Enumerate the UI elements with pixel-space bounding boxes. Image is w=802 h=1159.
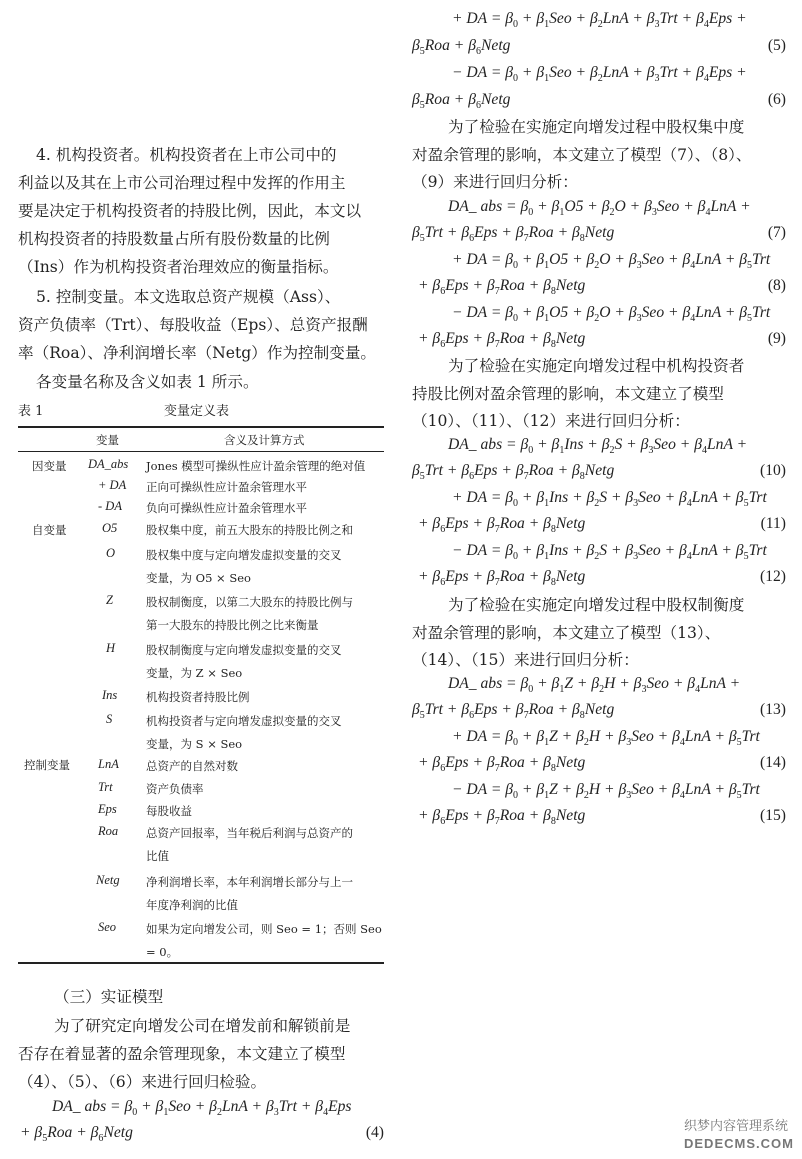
equation-13-line1: DA_ abs = $\beta_0 + \beta_1Z + \beta_2H + \beta_3Seo + \beta_4LnA$ + [448,675,741,696]
table-row-desc: 变量，为 Z × Seo [146,666,243,680]
table-row-var: Netg [96,873,120,887]
table-header-desc: 含义及计算方式 [224,433,305,447]
para-4-line: 利益以及其在上市公司治理过程中发挥的作用主 [18,174,346,192]
equation-15-number: (15) [760,807,786,824]
table-row-desc: 负向可操纵性应计盈余管理水平 [146,501,307,515]
table-row-var: + DA [98,478,127,492]
table-row-desc: 股权制衡度，以第二大股东的持股比例与 [146,595,353,609]
equation-4-line2: + $\beta_5Roa$ + $\beta_6Netg$ [20,1124,133,1145]
table-label: 表 1 [18,404,44,419]
table-row-var: Ins [102,688,118,702]
table-header-rule [18,451,384,452]
table-row-desc: Jones 模型可操纵性应计盈余管理的绝对值 [146,459,366,473]
equation-13-line2: $\beta_5Trt + \beta_6Eps + \beta_7Roa$ + $\beta_8Netg$ [412,701,615,722]
equation-6-line2: $\beta_5Roa$ + $\beta_6Netg$ [412,91,511,112]
equation-11-line1: + DA = $\beta_0 + \beta_1Ins + \beta_2S + \beta_3Seo + \beta_4LnA + \beta_5Trt$ [452,489,767,510]
table-header-var: 变量 [96,433,119,447]
para-c-line: 对盈余管理的影响，本文建立了模型（13）、 [412,624,721,642]
table-row-desc: = 0。 [146,945,179,959]
table-row-desc: 变量，为 O5 × Seo [146,571,251,585]
equation-7-line1: DA_ abs = $\beta_0 + \beta_1O5 + \beta_2O + \beta_3Seo + \beta_4LnA$ + [448,198,751,219]
para-a-line: （9）来进行回归分析： [412,173,578,191]
para-4-line: （Ins）作为机构投资者治理效应的衡量指标。 [18,258,339,276]
para-6: 各变量名称及含义如表 1 所示。 [36,373,259,391]
table-top-rule [18,426,384,428]
table-row-var: O5 [102,521,118,535]
table-row-var: S [106,712,113,726]
equation-7-number: (7) [767,224,786,241]
table-row-var: Eps [98,802,117,816]
equation-15-line2: + $\beta_6Eps + \beta_7Roa$ + $\beta_8Netg$ [418,807,586,828]
table-row-desc: 变量，为 S × Seo [146,737,243,751]
table-row-desc: 机构投资者与定向增发虚拟变量的交叉 [146,714,342,728]
equation-11-number: (11) [760,515,786,532]
table-bottom-rule [18,962,384,964]
watermark-line: DEDECMS.COM [684,1136,794,1151]
para-b-line: 为了检验在实施定向增发过程中机构投资者 [448,357,745,375]
para-4-line: 4. 机构投资者。机构投资者在上市公司中的 [36,146,337,164]
para-4-line: 要是决定于机构投资者的持股比例，因此，本文以 [18,202,362,220]
equation-5-number: (5) [767,37,786,54]
table-row-desc: 净利润增长率，本年利润增长部分与上一 [146,875,353,889]
para-c-line: （14）、（15）来进行回归分析： [412,651,639,669]
table-row-desc: 总资产回报率，当年税后利润与总资产的 [146,826,353,840]
section-3-line: 否存在着显著的盈余管理现象，本文建立了模型 [18,1045,346,1063]
table-row-var: Seo [98,920,117,934]
table-row-desc: 第一大股东的持股比例之比来衡量 [146,618,319,632]
equation-8-line2: + $\beta_6Eps + \beta_7Roa$ + $\beta_8Netg$ [418,277,586,298]
equation-10-number: (10) [760,462,786,479]
table-row-desc: 如果为定向增发公司，则 Seo = 1；否则 Seo [146,922,382,936]
equation-15-line1: − DA = $\beta_0 + \beta_1Z + \beta_2H + \beta_3Seo + \beta_4LnA + \beta_5Trt$ [452,781,760,802]
table-row-desc: 总资产的自然对数 [146,759,238,773]
table-row-var: - DA [98,499,122,513]
table-row-desc: 每股收益 [146,804,192,818]
table-row-desc: 年度净利润的比值 [146,898,238,912]
para-c-line: 为了检验在实施定向增发过程中股权制衡度 [448,596,745,614]
section-3-title: （三）实证模型 [54,988,164,1006]
para-5-line: 5. 控制变量。本文选取总资产规模（Ass）、 [36,288,341,306]
equation-8-line1: + DA = $\beta_0 + \beta_1O5 + \beta_2O + \beta_3Seo + \beta_4LnA + \beta_5Trt$ [452,251,771,272]
table-row-desc: 资产负债率 [146,782,204,796]
table-row-var: LnA [98,757,119,771]
table-row-var: O [106,546,116,560]
para-a-line: 对盈余管理的影响，本文建立了模型（7）、（8）、 [412,146,752,164]
equation-9-line2: + $\beta_6Eps + \beta_7Roa$ + $\beta_8Netg$ [418,330,586,351]
para-4-line: 机构投资者的持股数量占所有股份数量的比例 [18,230,330,248]
table-row-var: H [106,641,116,655]
equation-12-number: (12) [760,568,786,585]
equation-11-line2: + $\beta_6Eps + \beta_7Roa$ + $\beta_8Netg$ [418,515,586,536]
para-b-line: 持股比例对盈余管理的影响，本文建立了模型 [412,385,724,403]
table-row-desc: 正向可操纵性应计盈余管理水平 [146,480,307,494]
equation-10-line2: $\beta_5Trt + \beta_6Eps + \beta_7Roa$ + $\beta_8Netg$ [412,462,615,483]
equation-13-number: (13) [760,701,786,718]
para-a-line: 为了检验在实施定向增发过程中股权集中度 [448,118,745,136]
equation-14-line1: + DA = $\beta_0 + \beta_1Z + \beta_2H + \beta_3Seo + \beta_4LnA + \beta_5Trt$ [452,728,760,749]
table-row-desc: 股权制衡度与定向增发虚拟变量的交叉 [146,643,342,657]
watermark-line: 织梦内容管理系统 [684,1118,789,1133]
para-5-line: 率（Roa）、净利润增长率（Netg）作为控制变量。 [18,344,377,362]
para-b-line: （10）、（11）、（12）来进行回归分析： [412,412,690,430]
equation-12-line2: + $\beta_6Eps + \beta_7Roa$ + $\beta_8Netg$ [418,568,586,589]
equation-6-line1: − DA = $\beta_0 + \beta_1Seo + \beta_2LnA + \beta_3Trt + \beta_4Eps$ + [452,64,747,85]
table-row-var: Z [106,593,113,607]
table-row-desc: 机构投资者持股比例 [146,690,250,704]
watermark [684,1117,794,1153]
group-label: 自变量 [32,523,67,537]
equation-5-line1: + DA = $\beta_0 + \beta_1Seo + \beta_2LnA + \beta_3Trt + \beta_4Eps$ + [452,10,747,31]
table-row-desc: 股权集中度，前五大股东的持股比例之和 [146,523,353,537]
group-label: 控制变量 [24,758,70,772]
equation-12-line1: − DA = $\beta_0 + \beta_1Ins + \beta_2S + \beta_3Seo + \beta_4LnA + \beta_5Trt$ [452,542,767,563]
section-3-line: （4）、（5）、（6）来进行回归检验。 [18,1073,267,1091]
equation-5-line2: $\beta_5Roa$ + $\beta_6Netg$ [412,37,511,58]
equation-10-line1: DA_ abs = $\beta_0 + \beta_1Ins + \beta_2S + \beta_3Seo + \beta_4LnA$ + [448,436,748,457]
equation-9-number: (9) [767,330,786,347]
equation-14-line2: + $\beta_6Eps + \beta_7Roa$ + $\beta_8Netg$ [418,754,586,775]
table-row-var: DA_abs [88,457,129,471]
table-row-var: Roa [98,824,119,838]
equation-7-line2: $\beta_5Trt + \beta_6Eps + \beta_7Roa$ + $\beta_8Netg$ [412,224,615,245]
para-5-line: 资产负债率（Trt）、每股收益（Eps）、总资产报酬 [18,316,368,334]
equation-14-number: (14) [760,754,786,771]
section-3-line: 为了研究定向增发公司在增发前和解锁前是 [54,1017,351,1035]
table-row-var: Trt [98,780,113,794]
equation-8-number: (8) [767,277,786,294]
group-label: 因变量 [32,459,67,473]
equation-9-line1: − DA = $\beta_0 + \beta_1O5 + \beta_2O + \beta_3Seo + \beta_4LnA + \beta_5Trt$ [452,304,771,325]
table-row-desc: 比值 [146,849,169,863]
table-row-desc: 股权集中度与定向增发虚拟变量的交叉 [146,548,342,562]
equation-4-number: (4) [365,1124,384,1141]
equation-6-number: (6) [767,91,786,108]
table-title: 变量定义表 [164,404,230,419]
equation-4-line1: DA_ abs = $\beta_0 + \beta_1Seo + \beta_2LnA + \beta_3Trt + \beta_4Eps$ [52,1098,352,1119]
